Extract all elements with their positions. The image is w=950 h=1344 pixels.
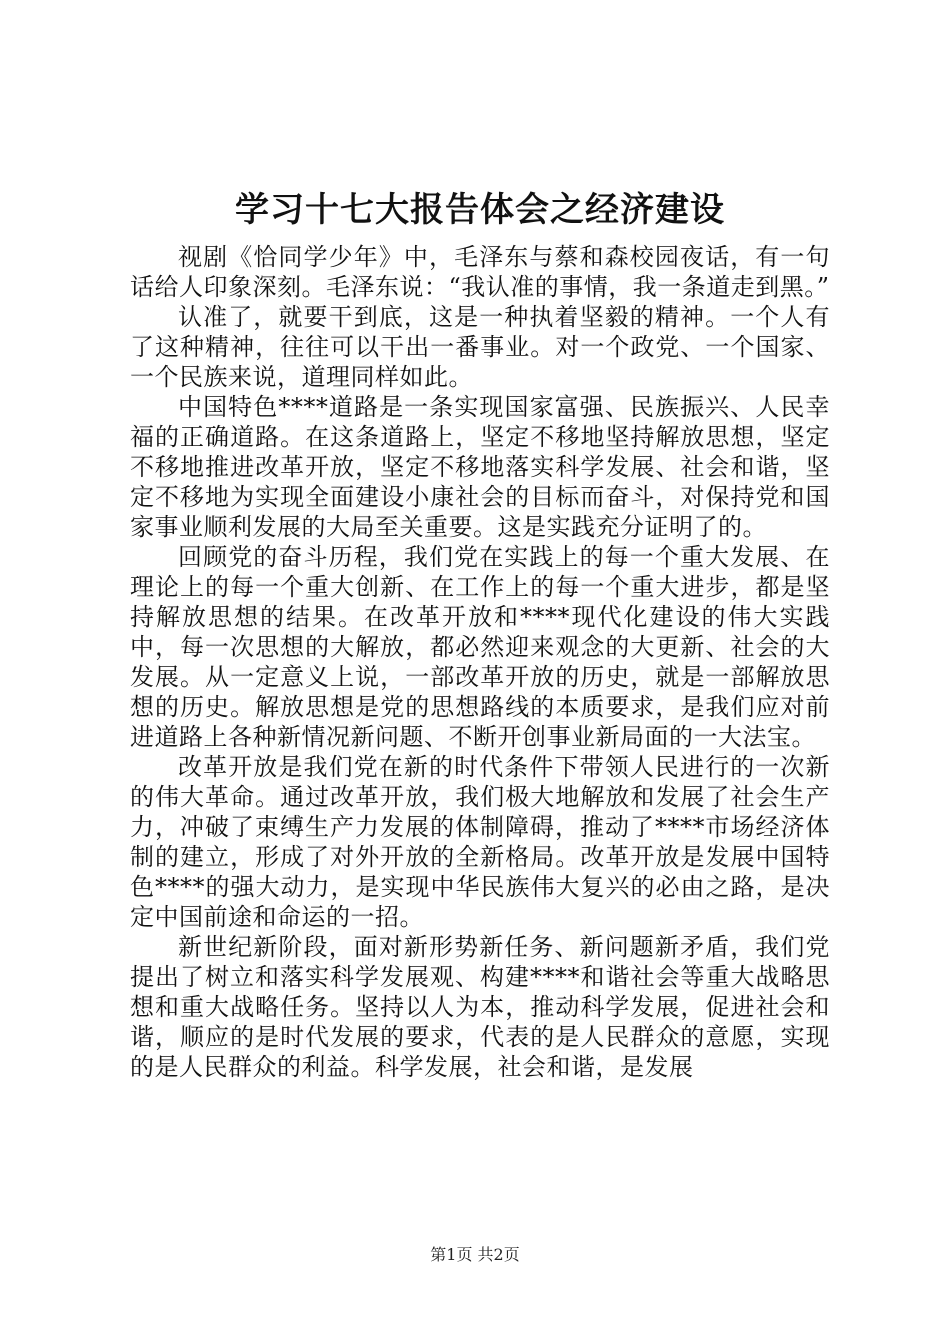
- paragraph: 改革开放是我们党在新的时代条件下带领人民进行的一次新的伟大革命。通过改革开放，我们极大地解放和发展了社会生产力，冲破了束缚生产力发展的体制障碍，推动了****市场经济体制的建立，形成了对外开放的全新格局。改革开放是发展中国特色****的强大动力，是实现中华民族伟大复兴的必由之路，是决定中国前途和命运的一招。: [130, 753, 830, 931]
- paragraph: 视剧《恰同学少年》中，毛泽东与蔡和森校园夜话，有一句话给人印象深刻。毛泽东说：“我认准的事情，我一条道走到黑。”: [130, 243, 830, 301]
- paragraph: 认准了，就要干到底，这是一种执着坚毅的精神。一个人有了这种精神，往往可以干出一番事业。对一个政党、一个国家、一个民族来说，道理同样如此。: [130, 303, 830, 391]
- page-footer: [0, 1244, 950, 1266]
- document-body: [130, 242, 830, 1082]
- page-number: 第1页 共2页: [430, 1245, 520, 1264]
- paragraph: 中国特色****道路是一条实现国家富强、民族振兴、人民幸福的正确道路。在这条道路上，坚定不移地坚持解放思想，坚定不移地推进改革开放，坚定不移地落实科学发展、社会和谐，坚定不移地为实现全面建设小康社会的目标而奋斗，对保持党和国家事业顺利发展的大局至关重要。这是实践充分证明了的。: [130, 393, 830, 541]
- paragraph: 回顾党的奋斗历程，我们党在实践上的每一个重大发展、在理论上的每一个重大创新、在工作上的每一个重大进步，都是坚持解放思想的结果。在改革开放和****现代化建设的伟大实践中，每一次思想的大解放，都必然迎来观念的大更新、社会的大发展。从一定意义上说，一部改革开放的历史，就是一部解放思想的历史。解放思想是党的思想路线的本质要求，是我们应对前进道路上各种新情况新问题、不断开创事业新局面的一大法宝。: [130, 543, 830, 751]
- paragraph: 新世纪新阶段，面对新形势新任务、新问题新矛盾，我们党提出了树立和落实科学发展观、构建****和谐社会等重大战略思想和重大战略任务。坚持以人为本，推动科学发展，促进社会和谐，顺应的是时代发展的要求，代表的是人民群众的意愿，实现的是人民群众的利益。科学发展，社会和谐，是发展: [130, 933, 830, 1081]
- document-page: [130, 186, 830, 1082]
- document-title: 学习十七大报告体会之经济建设: [235, 190, 725, 230]
